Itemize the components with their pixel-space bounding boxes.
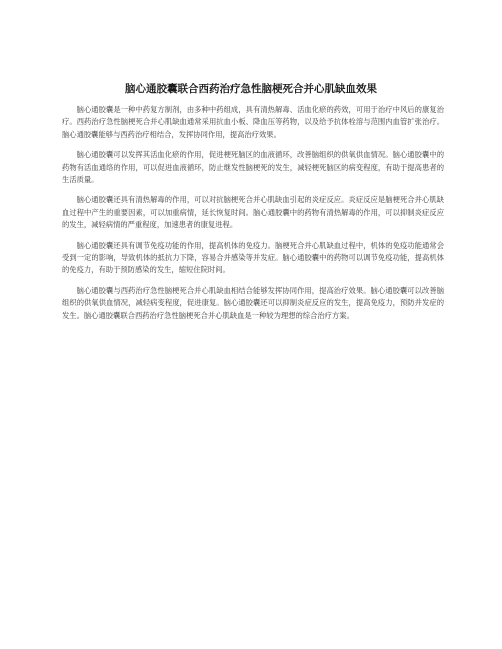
paragraph-1: 脑心通胶囊是一种中药复方制剂，由多种中药组成，具有清热解毒、活血化瘀的药效，可用于治疗中风后的康复治疗。西药治疗急性脑梗死合并心肌缺血通常采用抗血小板、降血压等药物，以及给予抗体栓溶与范围内血管扩张治疗。脑心通胶囊能够与西药治疗相结合，发挥协同作用，提高治疗效果。 <box>62 105 444 139</box>
paragraph-3: 脑心通胶囊还具有清热解毒的作用，可以对抗脑梗死合并心肌缺血引起的炎症反应。炎症反应是脑梗死合并心肌缺血过程中产生的重要因素，可以加重病情，延长恢复时间。脑心通胶囊中的药物有清热解毒的作用，可以抑制炎症反应的发生，减轻病情的严重程度，加速患者的康复进程。 <box>62 195 444 230</box>
paragraph-2: 脑心通胶囊可以发挥其活血化瘀的作用，促进梗死脑区的血液循环，改善脑组织的供氧供血情况。脑心通胶囊中的药物有活血通络的作用，可以促进血液循环，防止继发性脑梗死的发生，减轻梗死脑区的病变程度，有助于提高患者的生活质量。 <box>62 150 444 185</box>
paragraph-5: 脑心通胶囊与西药治疗急性脑梗死合并心肌缺血相结合能够发挥协同作用，提高治疗效果。脑心通胶囊可以改善脑组织的供氧供血情况，减轻病变程度，促进康复。脑心通胶囊还可以抑制炎症反应的发生，提高免疫力，预防并发症的发生。脑心通胶囊联合西药治疗急性脑梗死合并心肌缺血是一种较为理想的综合治疗方案。 <box>62 285 444 320</box>
document-title: 脑心通胶囊联合西药治疗急性脑梗死合并心肌缺血效果 <box>125 83 377 95</box>
document-body <box>62 104 444 330</box>
paragraph-4: 脑心通胶囊还具有调节免疫功能的作用，提高机体的免疫力。脑梗死合并心肌缺血过程中，机体的免疫功能通常会受到一定的影响，导致机体的抵抗力下降，容易合并感染等并发症。脑心通胶囊中的药物可以调节免疫功能，提高机体的免疫力，有助于预防感染的发生，缩短住院时间。 <box>62 240 444 275</box>
